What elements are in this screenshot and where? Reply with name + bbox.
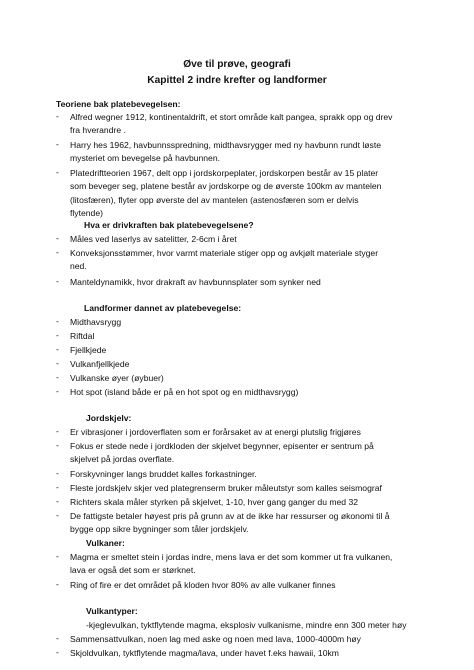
section-heading: Jordskjelv: [86,413,132,423]
list-item: - Sammensattvulkan, noen lag med aske og noen med lava, 1000-4000m høy [56,633,361,644]
list-item: - Richters skala måler styrken på skjelvet, 1-10, hver gang ganger du med 32 [56,496,359,507]
list-item: - Magma er smeltet stein i jordas indre, mens lava er det som kommer ut fra vulkanen, lava er også det som er størknet. [56,551,393,576]
bullet-dash: - [56,468,59,478]
bullet-dash: - [56,647,59,657]
bullet-dash: - [56,440,59,450]
section-heading: Landformer dannet av platebevegelse: [84,303,242,313]
bullet-dash: - [56,111,59,121]
list-item: - Fleste jordskjelv skjer ved plategrenserm bruker måleutstyr som kalles seismograf [56,482,382,493]
list-item: - Ring of fire er det området på kloden hvor 80% av alle vulkaner finnes [56,579,336,590]
bullet-dash: - [56,358,59,368]
list-item: - Måles ved laserlys av satelitter, 2-6cm i året [56,233,237,244]
bullet-dash: - [56,510,59,520]
list-item: - Manteldynamikk, hvor drakraft av havbunnsplater som synker ned [56,276,321,287]
list-item: - Riftdal [56,330,95,341]
list-item: - Fjellkjede [56,344,107,355]
section-heading: Teoriene bak platebevegelsen: [56,99,181,109]
page-subtitle: Kapittel 2 indre krefter og landformer [147,75,327,86]
list-item: - Hot spot (island både er på en hot spot og en midthavsrygg) [56,386,299,397]
bullet-dash: - [56,330,59,340]
list-item: - Er vibrasjoner i jordoverflaten som er forårsaket av at energi plutslig frigjøres [56,426,361,437]
list-item: - Forskyvninger langs bruddet kalles forkastninger. [56,468,257,479]
bullet-dash: - [56,426,59,436]
bullet-dash: - [56,482,59,492]
bullet-dash: - [56,139,59,149]
list-item: - Midthavsrygg [56,316,122,327]
list-item: - Vulkanfjellkjede [56,358,130,369]
sub-line: -kjeglevulkan, tyktflytende magma, eksplosiv vulkanisme, mindre enn 300 meter høy [86,620,407,630]
bullet-dash: - [56,372,59,382]
list-item: - Fokus er stede nede i jordkloden der skjelvet begynner, episenter er sentrum på skjelvet på jordas overflate. [56,440,374,465]
list-item: - Platedriftteorien 1967, delt opp i jordskorpeplater, jordskorpen består av 15 plater som beveger seg, platene består av jordskorpe og de øverste 100km av mantelen (litosfæren), flyter opp øverste del av mantelen (astenosfæren som er delvis flytende) [56,167,382,219]
list-item: - De fattigste betaler høyest pris på grunn av at de ikke har ressurser og økonomi til å bygge opp sikre bygninger som tåler jordskjelv. [56,510,390,535]
bullet-dash: - [56,276,59,286]
bullet-dash: - [56,551,59,561]
bullet-dash: - [56,633,59,643]
bullet-dash: - [56,316,59,326]
bullet-dash: - [56,496,59,506]
section-heading: Vulkantyper: [86,606,138,616]
list-item: - Konveksjonsstømmer, hvor varmt materiale stiger opp og avkjølt materiale styger ned. [56,247,379,272]
section-heading: Vulkaner: [86,538,125,548]
bullet-dash: - [56,167,59,177]
bullet-dash: - [56,386,59,396]
bullet-dash: - [56,579,59,589]
list-item: - Alfred wegner 1912, kontinentaldrift, et stort område kalt pangea, sprakk opp og drev fra hverandre . [56,111,393,136]
bullet-dash: - [56,233,59,243]
section-heading: Hva er drivkraften bak platebevegelsene? [84,220,254,230]
list-item: - Harry hes 1962, havbunnsspredning, midthavsrygger med ny havbunn rundt løste mysteriet om bevegelse på havbunnen. [56,139,381,164]
list-item: - Vulkanske øyer (øybuer) [56,372,164,383]
bullet-dash: - [56,247,59,257]
bullet-dash: - [56,344,59,354]
list-item: - Skjoldvulkan, tyktflytende magma/lava, under havet f.eks hawaii, 10km [56,647,339,658]
page-title: Øve til prøve, geografi [183,59,291,70]
